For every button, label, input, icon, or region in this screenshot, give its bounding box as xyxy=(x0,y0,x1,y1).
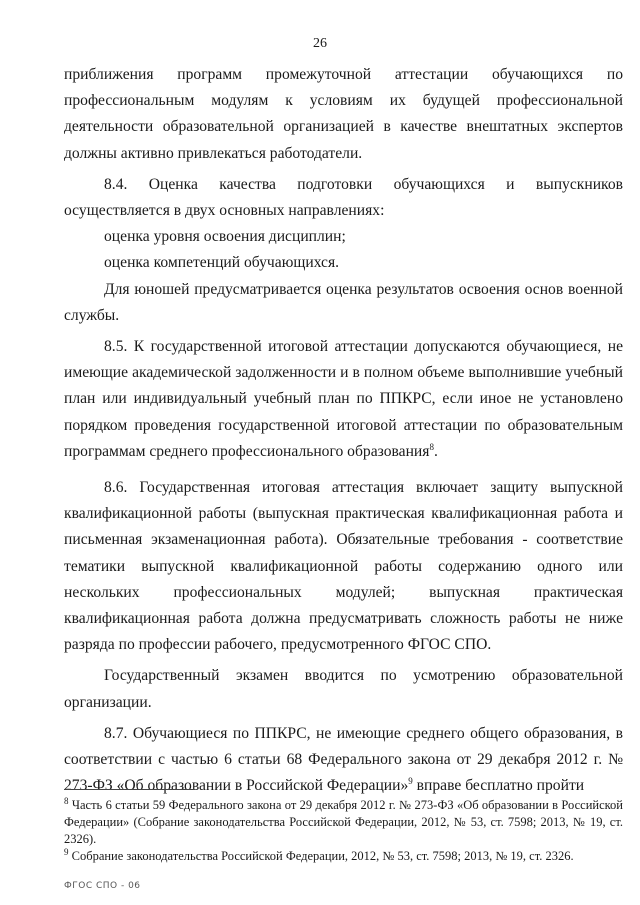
footnote-8 xyxy=(64,797,623,848)
document-code: ФГОС СПО - 06 xyxy=(64,881,141,891)
list-item: оценка уровня освоения дисциплин; xyxy=(104,228,346,246)
paragraph-text: 8.5. К государственной итоговой аттестации допускаются обучающиеся, не имеющие академической задолженности и в полном объеме выполнившие учебный план или индивидуальный учебный план по ППКРС, если иное не установлено порядком проведения государственной итоговой аттестации по образовательным программам среднего профессионального образования xyxy=(64,338,623,460)
paragraph-8-5 xyxy=(64,334,623,465)
paragraph: приближения программ промежуточной аттестации обучающихся по профессиональным модулям к условиям их будущей профессиональной деятельности образовательной организацией в качестве внештатных экспертов должны активно привлекаться работодатели. xyxy=(64,66,623,162)
paragraph-8-4: 8.4. Оценка качества подготовки обучающихся и выпускников осуществляется в двух основных направлениях: xyxy=(64,175,623,220)
list-item: оценка компетенций обучающихся. xyxy=(104,254,340,272)
footnote-ref[interactable]: 9 xyxy=(408,776,413,787)
paragraph-8-6: 8.6. Государственная итоговая аттестация включает защиту выпускной квалификационной работы (выпускная практическая квалификационная работа и письменная экзаменационная работа). Обязательные требования - соответствие тематики выпускной квалификационной работы содержанию одного или нескольких профессиональных модулей; выпускная практическая квалификационная работа должна предусматривать сложность работы не ниже разряда по профессии рабочего, предусмотренного ФГОС СПО. xyxy=(64,479,623,654)
paragraph-8-7 xyxy=(64,721,623,800)
footnote-text: Часть 6 статьи 59 Федерального закона от 29 декабря 2012 г. № 273-ФЗ «Об образовании в Российской Федерации» (Собрание законодательства Российской Федерации, 2012, № 53, ст. 7598; 2013, № 19, ст. 2326). xyxy=(64,798,623,846)
footnote-9 xyxy=(64,848,623,865)
footnotes xyxy=(64,797,623,865)
footnote-mark: 9 xyxy=(64,847,69,857)
paragraph-end: . xyxy=(433,442,438,460)
paragraph-text: вправе бесплатно пройти xyxy=(412,777,585,795)
body-text xyxy=(64,62,623,799)
footnote-separator xyxy=(64,789,194,790)
paragraph-text: 8.7. Обучающиеся по ППКРС, не имеющие среднего общего образования, в соответствии с частью 6 статьи 68 Федерального закона от 29 декабря 2012 г. № 273-ФЗ «Об образовании в Российской Федерации» xyxy=(64,724,623,795)
footnote-mark: 8 xyxy=(64,796,69,806)
paragraph: Государственный экзамен вводится по усмотрению образовательной организации. xyxy=(64,667,623,711)
page-number: 26 xyxy=(313,36,327,51)
paragraph: Для юношей предусматривается оценка результатов освоения основ военной службы. xyxy=(64,280,623,324)
footnote-text: Собрание законодательства Российской Федерации, 2012, № 53, ст. 7598; 2013, № 19, ст. 2326. xyxy=(68,849,574,863)
footnote-ref[interactable]: 8 xyxy=(429,441,434,452)
